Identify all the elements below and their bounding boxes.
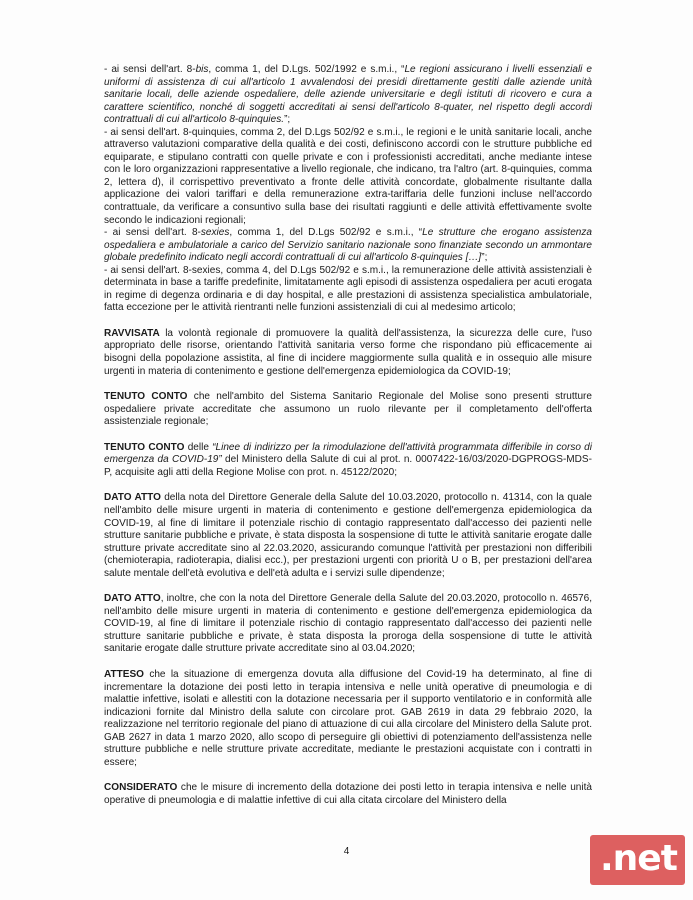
paragraph-keyword: CONSIDERATO bbox=[104, 782, 178, 794]
document-body bbox=[104, 64, 592, 820]
paragraph-dato-atto bbox=[104, 593, 592, 656]
paragraph-text: che nell'ambito del Sistema Sanitario Regionale del Molise sono presenti strutture ospedaliere private accreditate che assumono un ruolo rilevante per il completamento dell'offerta assistenziale regionale; bbox=[104, 391, 592, 428]
bullet-item bbox=[104, 64, 592, 127]
paragraph-text: del Ministero della Salute di cui al prot. n. 0007422-16/03/2020-DGPROGS-MDS-P, acquisite agli atti della Regione Molise con prot. n. 45122/2020; bbox=[104, 454, 592, 478]
paragraph-atteso bbox=[104, 669, 592, 769]
paragraph-ravvisata bbox=[104, 328, 592, 378]
paragraph-text: che le misure di incremento della dotazione dei posti letto in terapia intensiva e nelle unità operative di pneumologia e di malattie infettive di cui alla citata circolare del Ministero della bbox=[104, 782, 592, 806]
paragraph-keyword: TENUTO CONTO bbox=[104, 441, 185, 453]
paragraph-keyword: RAVVISATA bbox=[104, 327, 160, 339]
page-number: 4 bbox=[343, 846, 350, 857]
paragraph-text: che la situazione di emergenza dovuta alla diffusione del Covid-19 ha determinato, al fine di incrementare la dotazione dei posti letto in terapia intensiva e nelle unità operative di pneumologia e di malattie infettive, isolati e allestiti con la dotazione necessaria per il supporto ventilatorio e in conformità alle indicazioni fornite dal Ministro della salute con circolare prot. GAB 2619 in data 29 febbraio 2020, la realizzazione nel territorio regionale del piano di attuazione di cui alla circolare del Ministero della Salute prot. GAB 2627 in data 1 marzo 2020, allo scopo di perseguire gli obiettivi di potenziamento dell'assistenza nelle strutture pubbliche e nelle strutture private accreditate, mediante le prestazioni acquistate con i contratti in essere; bbox=[104, 668, 592, 768]
bullet-quote: Le strutture che erogano assistenza ospedaliera e ambulatoriale a carico del Servizio sanitario nazionale sono finanziate secondo un ammontare globale predefinito indicato negli accordi contrattuali di cui all'articolo 8-quinquies […] bbox=[104, 227, 592, 264]
bullet-lead: - ai sensi dell'art. 8- bbox=[104, 227, 201, 239]
bullet-tail: ”; bbox=[481, 252, 488, 264]
paragraph-tenuto-conto bbox=[104, 391, 592, 429]
bullet-tail: ”; bbox=[284, 114, 291, 126]
paragraph-text: della nota del Direttore Generale della Salute del 10.03.2020, protocollo n. 41314, con la quale nell'ambito delle misure urgenti in materia di contenimento e gestione dell'emergenza epidemiologica da COVID-19, al fine di limitare il potenziale rischio di contagio rappresentato dall'accesso dei pazienti nelle strutture sanitarie pubbliche e private, è stata disposta la sospensione di tutte le attività sanitarie erogate dalle strutture private accreditate sino al 22.03.2020, assicurando comunque l'attività per prestazioni non differibili (chemioterapia, radioterapia, dialisi ecc.), per prestazioni urgenti con priorità U o B, per prestazioni dell'area salute mentale dell'età evolutiva e dell'età adulta e i servizi sulle dipendenze; bbox=[104, 492, 592, 579]
bullet-lead-italic: sexies bbox=[200, 227, 230, 239]
paragraph-italic-title: “Linee di indirizzo per la rimodulazione dell'attività programmata differibile in corso di emergenza da COVID-19” bbox=[104, 441, 592, 466]
bullet-item bbox=[104, 227, 592, 265]
paragraph-keyword: TENUTO CONTO bbox=[104, 391, 188, 403]
paragraph-keyword: DATO ATTO bbox=[104, 492, 161, 504]
bullet-item: - ai sensi dell'art. 8-sexies, comma 4, del D.Lgs 502/92 e s.m.i., la remunerazione delle attività assistenziali è determinata in base a tariffe predefinite, limitatamente agli episodi di assistenza ospedaliera per acuti erogata in regime di degenza ordinaria e di day hospital, e alle prestazioni di assistenza specialistica ambulatoriale, fatta eccezione per le attività rientranti nelle funzioni assistenziali di cui al medesimo articolo; bbox=[104, 264, 592, 314]
paragraph-text: la volontà regionale di promuovere la qualità dell'assistenza, la sicurezza delle cure, l'uso appropriato delle risorse, orientando l'attività sanitaria verso forme che rispondano più efficacemente ai bisogni della popolazione assistita, al fine di incidere maggiormente sulla qualità e in ossequio alle misure urgenti in materia di contenimento e gestione dell'emergenza epidemiologica da COVID-19; bbox=[104, 327, 592, 377]
paragraph-dato-atto bbox=[104, 492, 592, 580]
watermark-text: .net bbox=[600, 838, 677, 879]
bullet-mid: , comma 1, del D.Lgs 502/92 e s.m.i., “ bbox=[229, 227, 423, 239]
bullet-item: - ai sensi dell'art. 8-quinquies, comma 2, del D.Lgs 502/92 e s.m.i., le regioni e le unità sanitarie locali, anche attraverso valutazioni comparative della qualità e dei costi, definiscono accordi con le strutture pubbliche ed equiparate, e stipulano contratti con quelle private e con i professionisti accreditati, anche mediante intese con le loro organizzazioni rappresentative a livello regionale, che indicano, tra l'altro (art. 8-quinquies, comma 2, lettera d), il corrispettivo preventivato a fronte delle attività concordate, globalmente risultante dalla applicazione dei valori tariffari e della remunerazione extra-tariffaria delle funzioni incluse nell'accordo contrattuale, da verificare a consuntivo sulla base dei risultati raggiunti e delle attività effettivamente svolte secondo le indicazioni regionali; bbox=[104, 126, 592, 226]
bullet-lead-italic: bis bbox=[195, 64, 209, 75]
paragraph-text: , inoltre, che con la nota del Direttore Generale della Salute del 20.03.2020, protocollo n. 46576, nell'ambito delle misure urgenti in materia di contenimento e gestione dell'emergenza epidemiologica da COVID-19, al fine di limitare il potenziale rischio di contagio rappresentato dall'accesso dei pazienti nelle strutture sanitarie pubbliche e private, è stata disposta la proroga della sospensione di tutte le attività sanitarie erogate dalle strutture private accreditate sino al 03.04.2020; bbox=[104, 593, 593, 655]
bullet-list bbox=[104, 64, 592, 315]
paragraph-considerato bbox=[104, 782, 592, 807]
paragraph-text-pre: delle bbox=[184, 441, 213, 453]
bullet-mid: , comma 1, del D.Lgs. 502/1992 e s.m.i., “ bbox=[208, 64, 405, 75]
paragraph-keyword: DATO ATTO bbox=[104, 593, 161, 605]
paragraph-keyword: ATTESO bbox=[104, 668, 145, 680]
bullet-lead: - ai sensi dell'art. 8- bbox=[104, 64, 196, 75]
bullet-quote: Le regioni assicurano i livelli essenziali e uniformi di assistenza di cui all'articolo 1 avvalendosi dei presidi direttamente gestiti dalle aziende unità sanitarie locali, delle aziende ospedaliere, delle aziende universitarie e degli istituti di ricovero e cura a carattere scientifico, nonché di soggetti accreditati ai sensi dell'articolo 8-quater, nel rispetto degli accordi contrattuali di cui all'articolo 8-quinquies. bbox=[104, 64, 592, 126]
paragraph-tenuto-conto bbox=[104, 442, 592, 480]
